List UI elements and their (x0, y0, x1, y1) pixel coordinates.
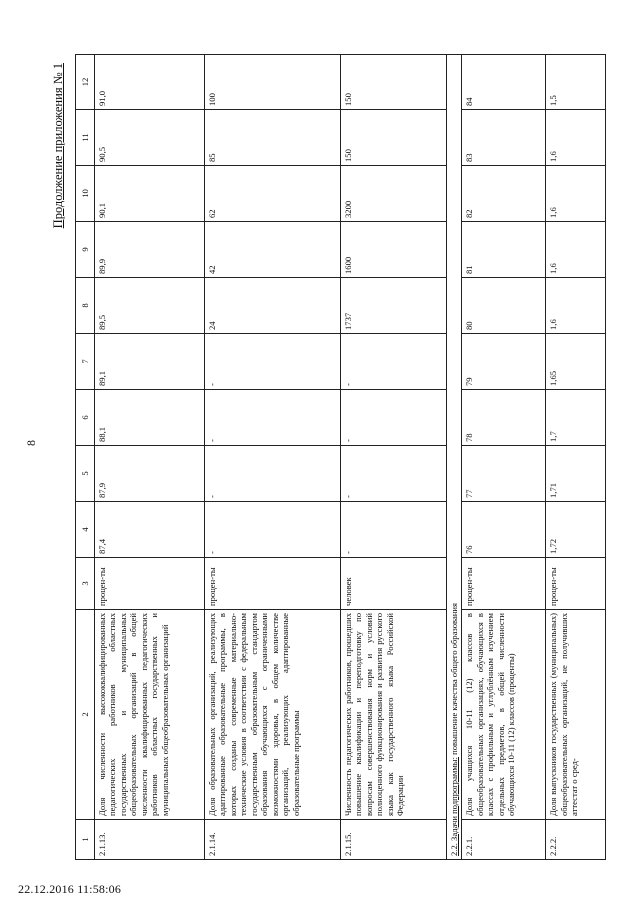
table-cell: 90,1 (95, 166, 205, 222)
table-cell: 87,4 (95, 502, 205, 558)
table-row (95, 55, 205, 860)
table-cell: 1600 (341, 222, 447, 278)
table-cell: 2.1.14. (205, 820, 341, 860)
table-cell: процен-ты (546, 558, 606, 610)
table-row (462, 55, 546, 860)
section-heading (447, 55, 462, 860)
table-cell: - (205, 446, 341, 502)
table-cell: 85 (205, 110, 341, 166)
appendix-title: Продолжение приложения № 1 (51, 63, 65, 229)
table-cell: 81 (462, 222, 546, 278)
table-cell: 24 (205, 278, 341, 334)
table-cell: - (341, 390, 447, 446)
header-cell: 6 (76, 390, 95, 446)
header-cell: 3 (76, 558, 95, 610)
table-cell: процен-ты (205, 558, 341, 610)
table-row (205, 55, 341, 860)
table-cell: 2.2.2. (546, 820, 606, 860)
table-cell: 89,9 (95, 222, 205, 278)
header-cell: 5 (76, 446, 95, 502)
table-cell: 76 (462, 502, 546, 558)
table-cell: Доля учащихся 10-11 (12) классов в общеобразовательных организациях, обучающихся в классах с профильным и углублённым изучением отдельных предметов, в общей численности обучающихся 10-11 (12) классов (проценты) (462, 610, 546, 820)
table-cell: 77 (462, 446, 546, 502)
table-cell: - (341, 334, 447, 390)
table-cell: 91,0 (95, 55, 205, 110)
table-cell: 1737 (341, 278, 447, 334)
table-cell: человек (341, 558, 447, 610)
table-cell: - (205, 334, 341, 390)
header-cell: 2 (76, 610, 95, 820)
section-row (447, 55, 462, 860)
table-header-row (76, 55, 95, 860)
table-cell: 80 (462, 278, 546, 334)
table-cell: 1,6 (546, 166, 606, 222)
table-cell: 89,5 (95, 278, 205, 334)
table-cell: - (341, 502, 447, 558)
table-cell: - (341, 446, 447, 502)
table-cell: 1,5 (546, 55, 606, 110)
table-cell: 42 (205, 222, 341, 278)
table-cell: Доля численности высококвалифицированных педагогических работников областных государственных и муниципальных общеобразовательных организаций в общей численности квалифицированных педагогических работников областных государственных и муниципальных общеобразовательных организаций (95, 610, 205, 820)
header-cell: 7 (76, 334, 95, 390)
table-cell: 82 (462, 166, 546, 222)
footer-timestamp: 22.12.2016 11:58:06 (18, 882, 122, 896)
section-heading-lead: 2.2. Задачи подпрограммы: (449, 757, 459, 856)
header-cell: 9 (76, 222, 95, 278)
header-cell: 12 (76, 55, 95, 110)
table-cell: Численность педагогических работников, прошедших повышение квалификации и переподготовку по вопросам совершенствования норм и условий полноценного функционирования и развития русского языка как государственного языка Российской Федерации (341, 610, 447, 820)
rotated-table-container (51, 55, 635, 860)
table-cell: 88,1 (95, 390, 205, 446)
table-cell: 1,7 (546, 390, 606, 446)
table-cell: 1,6 (546, 222, 606, 278)
table-cell: 62 (205, 166, 341, 222)
table-cell: 150 (341, 55, 447, 110)
header-cell: 4 (76, 502, 95, 558)
header-cell: 1 (76, 820, 95, 860)
table-cell: 84 (462, 55, 546, 110)
table-cell: Доля выпускников государственных (муниципальных) общеобразовательных организаций, не получивших аттестат о сред- (546, 610, 606, 820)
indicators-table (75, 54, 606, 860)
table-cell: 2.1.15. (341, 820, 447, 860)
table-cell: 2.1.13. (95, 820, 205, 860)
table-cell: 83 (462, 110, 546, 166)
section-heading-text: повышение качества общего образования (449, 603, 459, 758)
table-cell: 78 (462, 390, 546, 446)
table-cell: 1,71 (546, 446, 606, 502)
table-cell: 1,6 (546, 110, 606, 166)
table-row (546, 55, 606, 860)
page-number: 8 (24, 440, 38, 446)
table-cell: Доля образовательных организаций, реализующих адаптированные образовательные программы, в которых созданы современные материально-технические условия в соответствии с федеральным государственным образовательным стандартом образования обучающихся с ограниченными возможностями здоровья, в общем количестве организаций, реализующих адаптированные образовательные программы (205, 610, 341, 820)
table-cell: 1,6 (546, 278, 606, 334)
table-cell: 3200 (341, 166, 447, 222)
table-cell: - (205, 502, 341, 558)
table-cell: процен-ты (462, 558, 546, 610)
table-cell: 1,65 (546, 334, 606, 390)
table-cell: 1,72 (546, 502, 606, 558)
table-cell: 150 (341, 110, 447, 166)
header-cell: 8 (76, 278, 95, 334)
table-cell: 89,1 (95, 334, 205, 390)
header-cell: 10 (76, 166, 95, 222)
table-cell: 100 (205, 55, 341, 110)
table-cell: 87,9 (95, 446, 205, 502)
table-cell: процен-ты (95, 558, 205, 610)
table-cell: 90,5 (95, 110, 205, 166)
table-row (341, 55, 447, 860)
table-cell: - (205, 390, 341, 446)
table-cell: 2.2.1. (462, 820, 546, 860)
header-cell: 11 (76, 110, 95, 166)
table-cell: 79 (462, 334, 546, 390)
